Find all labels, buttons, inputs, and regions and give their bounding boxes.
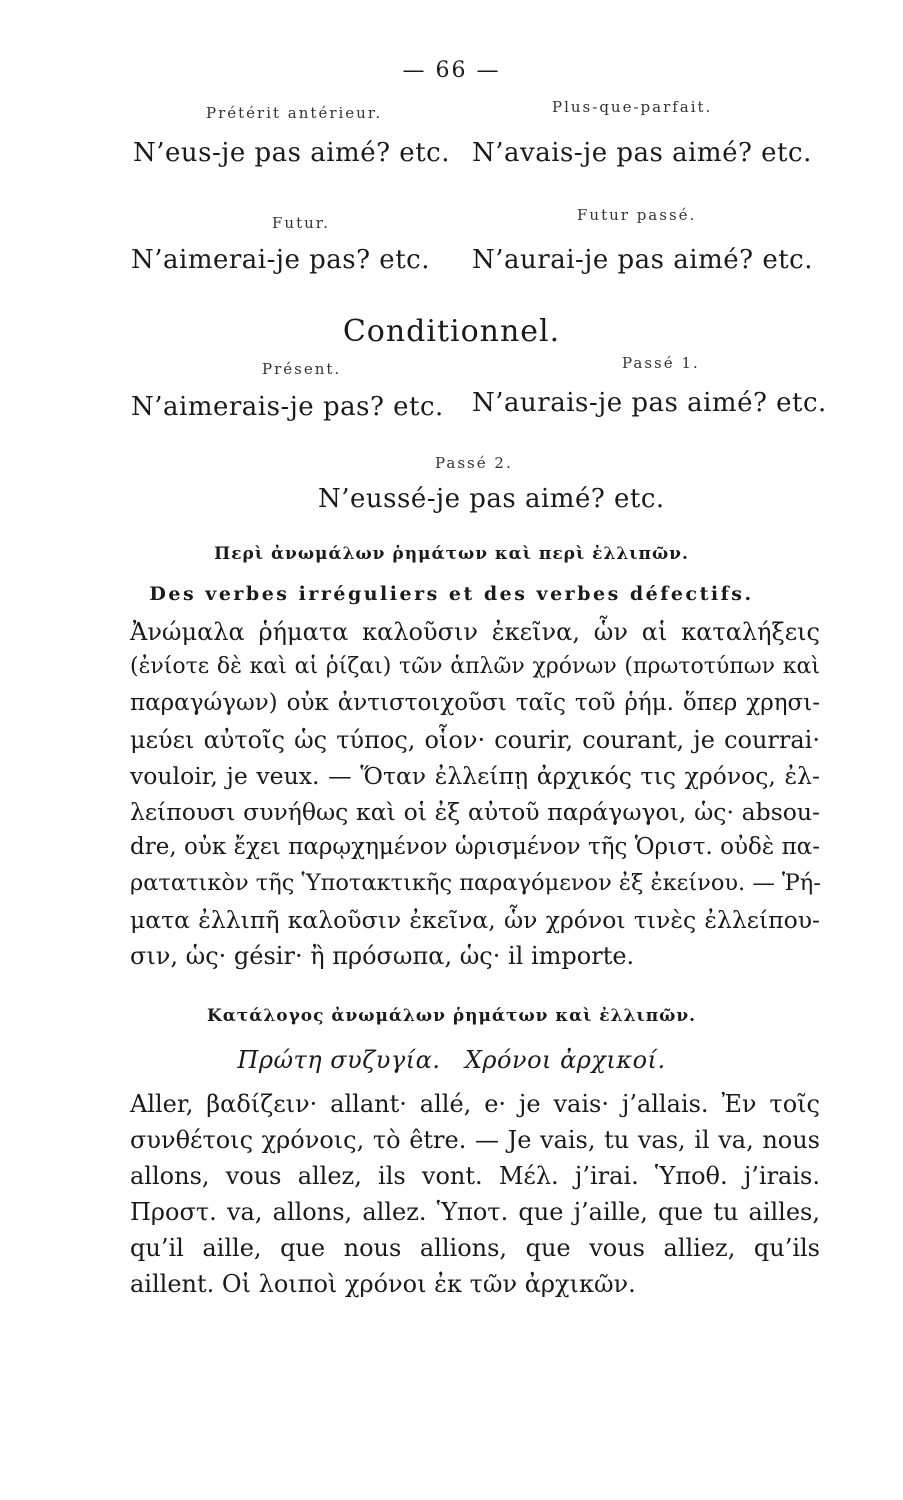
paragraph-line: ματα ἐλλιπῆ καλοῦσιν ἐκεῖνα, ὧν χρόνοι τινὲς ἐλλείπου- [130, 906, 820, 934]
first-conjugation-heading: Πρώτη συζυγία. Χρόνοι ἀρχικοί. [237, 1046, 666, 1074]
aller-line: Aller, βαδίζειν· allant· allé, e· je vais· j’allais. Ἐν τοῖς [130, 1090, 820, 1118]
section-title-conditionnel: Conditionnel. [342, 314, 561, 349]
line-preterit-anterieur: N’eus-je pas aimé? etc. [133, 138, 450, 168]
catalog-title: Κατάλογος ἀνωμάλων ῥημάτων καὶ ἐλλιπῶν. [206, 1006, 697, 1026]
aller-line: συνθέτοις χρόνοις, τὸ être. — Je vais, tu vas, il va, nous [130, 1126, 820, 1154]
page-number: — 66 — [402, 58, 501, 83]
heading-present: Présent. [262, 360, 342, 378]
aller-line: Προστ. va, allons, allez. Ὑποτ. que j’aille, que tu ailles, [130, 1198, 820, 1226]
line-futur-passe: N’aurai-je pas aimé? etc. [472, 245, 813, 275]
heading-futur: Futur. [272, 214, 331, 232]
paragraph-line: παραγώγων) οὐκ ἀντιστοιχοῦσι ταῖς τοῦ ῥήμ. ὅπερ χρησι- [130, 690, 820, 716]
line-conditionnel-passe-2: N’eussé-je pas aimé? etc. [318, 484, 665, 514]
line-conditionnel-present: N’aimerais-je pas? etc. [131, 392, 444, 422]
line-plus-que-parfait: N’avais-je pas aimé? etc. [472, 138, 812, 168]
heading-plus-que-parfait: Plus-que-parfait. [552, 98, 713, 116]
paragraph-line: μεύει αὐτοῖς ὡς τύπος, οἷον· courir, courant, je courrai· [130, 726, 820, 754]
paragraph-line: σιν, ὡς· gésir· ἢ πρόσωπα, ὡς· il importe. [130, 942, 635, 970]
line-futur: N’aimerai-je pas? etc. [131, 245, 430, 275]
heading-preterit-anterieur: Prétérit antérieur. [206, 104, 383, 122]
section-heading-french: Des verbes irréguliers et des verbes défectifs. [149, 583, 754, 605]
paragraph-line: (ἐνίοτε δὲ καὶ αἱ ῥίζαι) τῶν ἁπλῶν χρόνων (πρωτοτύπων καὶ [130, 654, 820, 679]
aller-line: aillent. Οἱ λοιποὶ χρόνοι ἐκ τῶν ἀρχικῶν. [130, 1270, 636, 1298]
paragraph-line: Ἀνώμαλα ῥήματα καλοῦσιν ἐκεῖνα, ὧν αἱ καταλήξεις [130, 618, 820, 646]
paragraph-line: dre, οὐκ ἔχει παρῳχημένον ὡρισμένον τῆς Ὁριστ. οὐδὲ πα- [130, 834, 820, 860]
aller-line: qu’il aille, que nous allions, que vous alliez, qu’ils [130, 1234, 820, 1262]
heading-passe-1: Passé 1. [622, 354, 700, 372]
aller-line: allons, vous allez, ils vont. Μέλ. j’irai. Ὑποθ. j’irais. [130, 1162, 820, 1190]
line-conditionnel-passe-1: N’aurais-je pas aimé? etc. [472, 388, 827, 418]
paragraph-line: λείπουσι συνήθως καὶ οἱ ἐξ αὐτοῦ παράγωγοι, ὡς· absou- [130, 798, 820, 826]
heading-futur-passe: Futur passé. [577, 206, 697, 224]
section-heading-greek: Περὶ ἀνωμάλων ῥημάτων καὶ περὶ ἐλλιπῶν. [214, 544, 689, 564]
heading-passe-2: Passé 2. [435, 454, 513, 472]
paragraph-line: vouloir, je veux. — Ὅταν ἐλλείπῃ ἀρχικός τις χρόνος, ἐλ- [130, 762, 820, 790]
paragraph-line: ρατατικὸν τῆς Ὑποτακτικῆς παραγόμενον ἐξ ἐκείνου. — Ῥή- [130, 870, 821, 896]
